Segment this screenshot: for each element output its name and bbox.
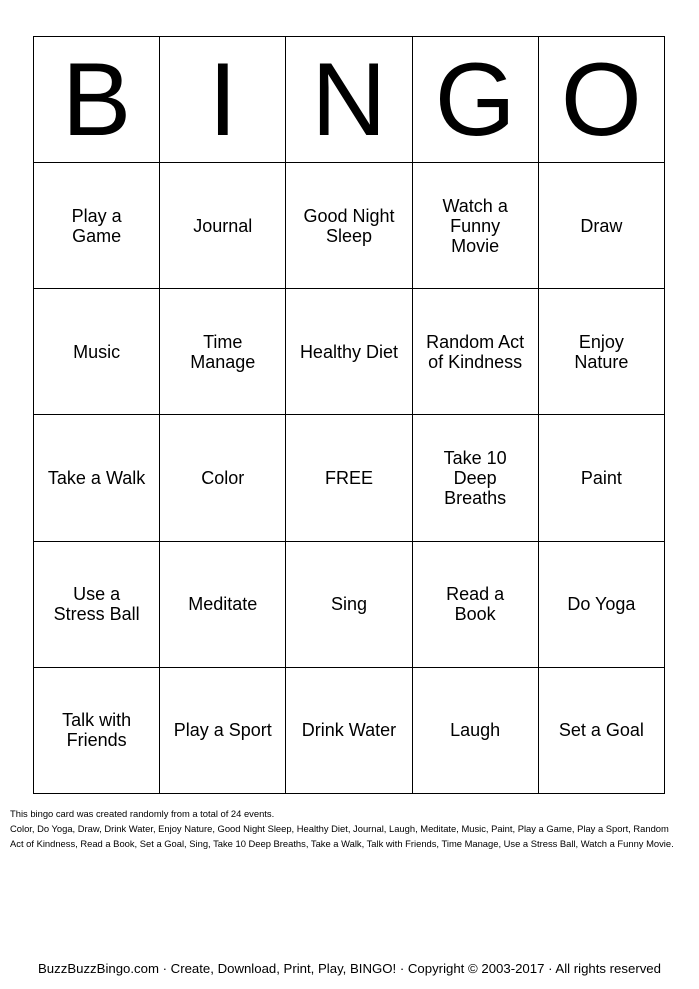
bingo-cell-text: Take a Walk	[47, 468, 146, 489]
bingo-cell	[412, 163, 538, 289]
bingo-cell-text: Watch a Funny Movie	[442, 195, 508, 256]
bingo-cell	[160, 541, 286, 667]
bingo-row-5	[34, 667, 665, 793]
bingo-cell	[286, 289, 412, 415]
bingo-cell	[286, 163, 412, 289]
bingo-cell	[538, 667, 664, 793]
bingo-cell-text: Good Night Sleep	[303, 205, 395, 246]
bingo-cell-text: Do Yoga	[567, 594, 636, 615]
bingo-cell	[286, 541, 412, 667]
copyright-footer: BuzzBuzzBingo.com · Create, Download, Print, Play, BINGO! · Copyright © 2003-2017 · All rights reserved	[38, 961, 661, 976]
bingo-cell	[412, 667, 538, 793]
bingo-cell-text: Use a Stress Ball	[53, 584, 140, 625]
events-note-line-3: Act of Kindness, Read a Book, Set a Goal, Sing, Take 10 Deep Breaths, Take a Walk, Talk with Friends, Time Manage, Use a Stress Ball, Watch a Funny Movie.	[10, 838, 674, 849]
bingo-row-3	[34, 415, 665, 541]
bingo-cell	[538, 415, 664, 541]
bingo-cell-text: Paint	[580, 468, 622, 489]
bingo-row-2	[34, 289, 665, 415]
bingo-cell-text: Music	[73, 341, 121, 362]
bingo-cell	[412, 541, 538, 667]
bingo-cell	[412, 289, 538, 415]
bingo-cell-text: Enjoy Nature	[574, 331, 629, 372]
bingo-cell	[34, 415, 160, 541]
bingo-cell-text: Talk with Friends	[62, 710, 132, 751]
events-note	[10, 806, 690, 851]
bingo-cell-text: Healthy Diet	[299, 341, 398, 362]
bingo-cell-text: Take 10 Deep Breaths	[443, 448, 507, 509]
bingo-cell	[160, 163, 286, 289]
bingo-card	[33, 36, 665, 794]
bingo-cell-text: Random Act of Kindness	[426, 331, 525, 372]
bingo-cell	[538, 163, 664, 289]
header-letter-n: N	[286, 37, 412, 163]
bingo-cell-text: Sing	[330, 594, 367, 615]
bingo-cell	[286, 667, 412, 793]
bingo-cell-text: Draw	[580, 215, 623, 236]
bingo-cell-text: Drink Water	[301, 720, 397, 741]
bingo-cell-text: Read a Book	[446, 584, 505, 625]
bingo-free-cell	[286, 415, 412, 541]
bingo-cell-text: Meditate	[188, 594, 258, 615]
bingo-free-text: FREE	[324, 468, 373, 489]
bingo-cell-text: Color	[201, 468, 245, 489]
bingo-cell	[538, 541, 664, 667]
bingo-cell	[538, 289, 664, 415]
header-letter-b: B	[34, 37, 160, 163]
bingo-cell-text: Play a Game	[71, 205, 122, 246]
bingo-cell	[412, 415, 538, 541]
bingo-cell	[34, 541, 160, 667]
bingo-header-row	[34, 37, 665, 163]
bingo-cell	[160, 289, 286, 415]
events-note-line-1: This bingo card was created randomly from a total of 24 events.	[10, 808, 275, 819]
bingo-cell-text: Set a Goal	[558, 720, 644, 741]
bingo-cell-text: Laugh	[450, 720, 501, 741]
header-letter-o: O	[538, 37, 664, 163]
bingo-row-1	[34, 163, 665, 289]
header-letter-i: I	[160, 37, 286, 163]
bingo-cell	[34, 667, 160, 793]
bingo-row-4	[34, 541, 665, 667]
bingo-cell	[160, 667, 286, 793]
events-note-line-2: Color, Do Yoga, Draw, Drink Water, Enjoy Nature, Good Night Sleep, Healthy Diet, Journal, Laugh, Meditate, Music, Paint, Play a Game, Play a Sport, Random	[10, 823, 669, 834]
bingo-cell-text: Play a Sport	[173, 720, 272, 741]
header-letter-g: G	[412, 37, 538, 163]
bingo-cell-text: Time Manage	[190, 331, 256, 372]
bingo-cell	[34, 163, 160, 289]
bingo-cell	[160, 415, 286, 541]
bingo-cell-text: Journal	[193, 215, 253, 236]
bingo-cell	[34, 289, 160, 415]
